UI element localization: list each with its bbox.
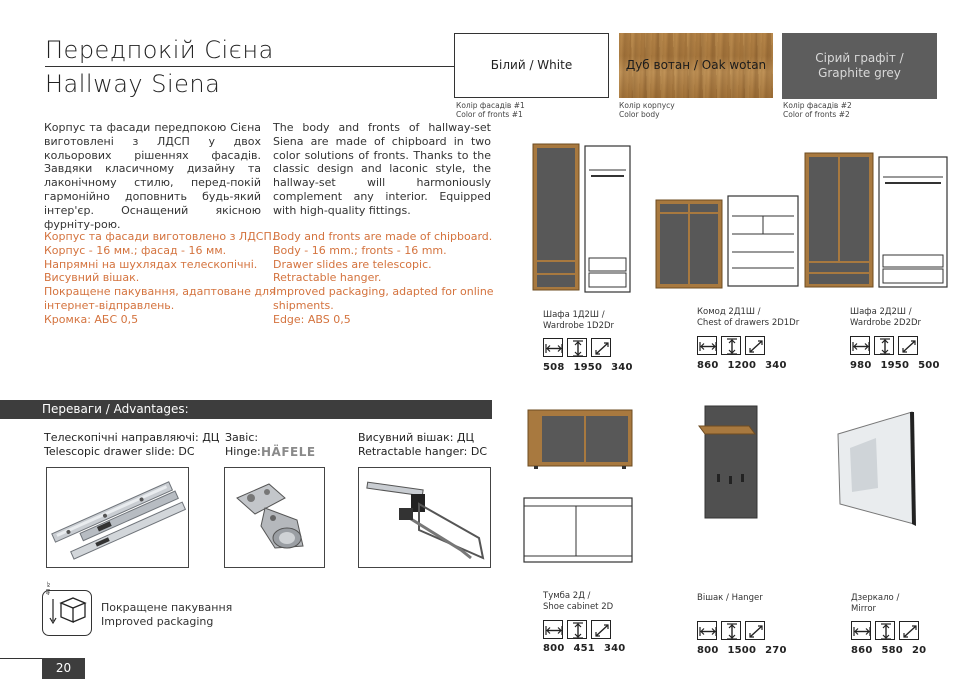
page-title-en: Hallway Siena [45,70,221,98]
spec-en-item: Body and fronts are made of chipboard. [273,230,493,243]
specs-ua-list [44,230,276,327]
advantage-slides-en: Telescopic drawer slide: DC [44,445,195,458]
dim-height: 451 [573,643,595,654]
product-name-ua: Комод 2Д1Ш / [697,307,761,317]
dim-width: 800 [543,643,565,654]
dimension-icons [697,621,765,640]
shoe-cabinet-2d-image [522,406,634,566]
dim-depth: 500 [918,360,940,371]
spec-en-item: shipments. [273,298,334,312]
dim-width: 860 [851,645,873,656]
depth-icon [898,336,918,355]
mirror-image [836,408,916,528]
packaging-weight-label: 40 кг [46,581,52,595]
swatch-graphite [782,33,937,99]
height-icon [721,336,741,355]
depth-icon [745,621,765,640]
dim-width: 508 [543,362,565,373]
dim-depth: 270 [765,645,787,656]
hinge-image [224,467,325,568]
dim-width: 980 [850,360,872,371]
specs-en-list [273,230,494,327]
depth-icon [899,621,919,640]
drawer-slide-image [46,467,189,568]
advantage-slides-ua: Телескопічні направляючі: ДЦ [44,431,220,444]
spec-ua-item: Покращене пакування, адаптоване для [44,285,276,299]
dimension-values [697,645,796,656]
height-icon [567,620,587,639]
depth-icon [745,336,765,355]
spec-en-item: Edge: ABS 0,5 [273,312,351,326]
product-name-ua: Шафа 1Д2Ш / [543,310,605,320]
packaging-icon [42,581,92,636]
dimension-icons [543,338,611,357]
spec-ua-item: Корпус та фасади виготовлено з ЛДСП. [44,230,276,243]
swatch-graphite-caption-en: Color of fronts #2 [783,110,850,119]
advantage-hanger-ua: Висувний вішак: ДЦ [358,431,475,444]
depth-icon [591,338,611,357]
product-name-en: Wardrobe 2D2Dr [850,317,922,328]
width-icon [543,338,563,357]
hinge-illustration [225,468,326,569]
height-icon [874,336,894,355]
dimension-values [543,643,634,654]
product-wardrobe-1d2dr-caption [543,310,614,331]
swatch-graphite-label-2: Graphite grey [818,66,901,80]
swatch-oak-caption-ua: Колір корпусу [619,101,675,110]
packaging-text [101,601,232,629]
product-name-en: Wardrobe 1D2Dr [543,320,615,331]
advantages-bar: Переваги / Advantages: [0,400,492,419]
spec-ua-item: Кромка: АБС 0,5 [44,312,139,326]
width-icon [851,621,871,640]
width-icon [697,621,717,640]
spec-en-item: Body - 16 mm.; fronts - 16 mm. [273,243,447,257]
title-divider [45,66,455,67]
swatch-oak-label: Дуб вотан / Oak wotan [625,58,767,72]
dimension-icons [543,620,611,639]
spec-ua-item: Напрямні на шухлядах телескопічні. [44,257,258,271]
swatch-oak-caption [619,101,675,119]
description-en: The body and fronts of hallway-set Siena are made of chipboard in two color solutions of fronts. Thanks to the classic design and laconic style, the hallway-set will harmoniously complement any interior. Equipped with high-quality fittings. [273,121,491,217]
dimension-icons [851,621,919,640]
product-name-ua: Дзеркало / [851,593,900,603]
dimension-icons [697,336,765,355]
product-name-en: Shoe cabinet 2D [543,601,614,612]
hanger-panel-image [697,404,767,520]
width-icon [697,336,717,355]
spec-en-item: Improved packaging, adapted for online [273,285,494,299]
advantage-hanger-text [358,431,487,459]
spec-en-item: Drawer slides are telescopic. [273,257,432,271]
swatch-graphite-label-1: Сірий графіт / [815,51,904,65]
depth-icon [591,620,611,639]
dimension-values [851,645,935,656]
product-name-ua: Вішак / Hanger [697,593,763,603]
height-icon [875,621,895,640]
dim-depth: 20 [911,645,927,656]
advantage-hinge-en: Hinge: [225,445,261,458]
swatch-graphite-caption [783,101,852,119]
product-name-en: Mirror [851,603,877,614]
description-ua: Корпус та фасади передпокою Сієна виготовлені з ЛДСП у двох кольорових рішеннях фасадів. Завдяки класичному дизайну та лаконічному стилю, перед-покій гармонійно доповнить будь-який інтер'єр. Оснащений якісною фурніту-рою. [44,121,261,231]
dim-depth: 340 [603,643,626,654]
product-name-ua: Тумба 2Д / [543,591,591,601]
product-wardrobe-2d2dr-caption [850,307,921,328]
packaging-en: Improved packaging [101,615,214,628]
dim-height: 1500 [727,645,757,656]
swatch-white [454,33,609,98]
swatch-white-caption-ua: Колір фасадів #1 [456,101,525,110]
swatch-white-caption [456,101,525,119]
product-mirror-caption [851,593,899,614]
hanger-illustration [359,468,492,569]
dim-height: 580 [881,645,903,656]
packaging-ua: Покращене пакування [101,601,233,614]
advantage-hanger-en: Retractable hanger: DC [358,445,488,458]
dimension-values [543,362,642,373]
page-title-ua: Передпокій Сієна [45,36,274,64]
hanger-image [358,467,491,568]
swatch-oak [619,33,773,98]
advantage-hinge-text [225,431,261,459]
advantage-slides-text [44,431,219,459]
dim-depth: 340 [611,362,633,373]
spec-ua-item: інтернет-відправлень. [44,298,175,312]
dimension-values [850,360,949,371]
page-number: 20 [42,658,85,679]
swatch-graphite-caption-ua: Колір фасадів #2 [783,101,852,110]
hafele-logo: HÄFELE [261,445,316,459]
spec-en-item: Retractable hanger. [273,271,382,285]
chest-2d1dr-image [654,194,802,290]
page-number-rule [0,658,42,659]
product-shoe-cabinet-caption [543,591,613,612]
height-icon [721,621,741,640]
wardrobe-1d2dr-image [529,140,633,296]
height-icon [567,338,587,357]
spec-ua-item: Корпус - 16 мм.; фасад - 16 мм. [44,243,227,257]
dim-height: 1950 [880,360,910,371]
drawer-slide-illustration [47,468,190,569]
advantage-hinge-ua: Завіс: [225,431,259,444]
width-icon [543,620,563,639]
dim-height: 1200 [727,360,757,371]
swatch-oak-caption-en: Color body [619,110,660,119]
dim-height: 1950 [573,362,603,373]
swatch-white-caption-en: Color of fronts #1 [456,110,523,119]
spec-ua-item: Висувний вішак. [44,271,140,285]
wardrobe-2d2dr-image [803,151,951,291]
box-icon [43,591,93,637]
product-name-ua: Шафа 2Д2Ш / [850,307,912,317]
product-chest-2d1dr-caption [697,307,799,328]
dimension-values [697,360,796,371]
dimension-icons [850,336,918,355]
product-hanger-caption [697,593,763,604]
product-name-en: Chest of drawers 2D1Dr [697,317,800,328]
dim-width: 800 [697,645,719,656]
dim-depth: 340 [765,360,787,371]
dim-width: 860 [697,360,719,371]
width-icon [850,336,870,355]
swatch-white-label: Білий / White [490,58,573,72]
